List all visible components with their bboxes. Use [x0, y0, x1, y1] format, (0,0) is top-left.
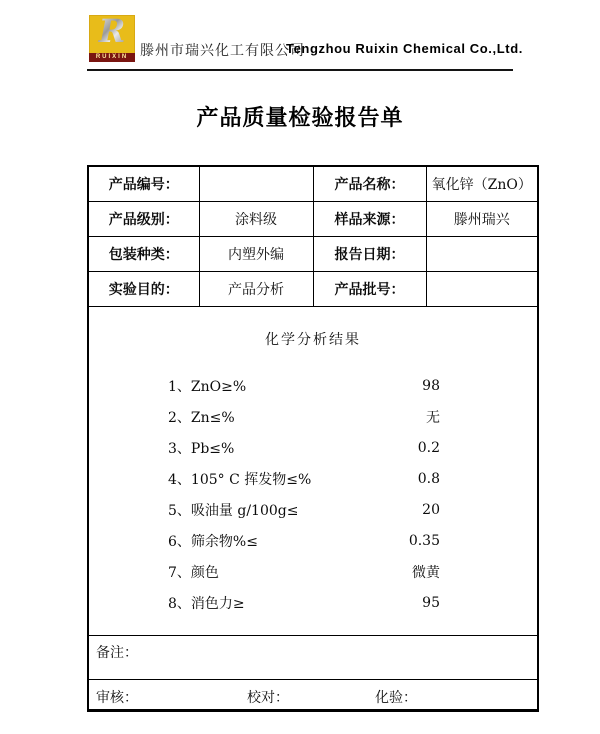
signature-row	[88, 679, 538, 710]
analysis-item-value: 95	[422, 595, 440, 611]
remark-row	[88, 635, 538, 679]
product-number-label: 产品编号：	[88, 166, 199, 201]
signature-cell	[88, 679, 538, 710]
analysis-item-value: 98	[422, 378, 440, 394]
tester-label: 化验：	[375, 689, 417, 706]
table-row	[88, 271, 538, 306]
analysis-item	[89, 588, 537, 619]
logo-r-letter: R	[89, 11, 135, 49]
analysis-section-title: 化学分析结果	[265, 331, 361, 348]
analysis-item	[89, 557, 537, 588]
sample-source-label: 样品来源：	[313, 201, 426, 236]
header-divider	[87, 69, 513, 71]
batch-number-value	[426, 271, 538, 306]
logo-ruixin-text: RUIXIN	[89, 53, 135, 62]
analysis-item-label: 7、颜色	[168, 565, 219, 581]
analysis-items	[89, 371, 537, 619]
analysis-item	[89, 402, 537, 433]
analysis-item-label: 8、消色力≥	[168, 596, 245, 612]
reviewer-label: 审核：	[96, 689, 138, 706]
table-row	[88, 201, 538, 236]
product-name-label: 产品名称：	[313, 166, 426, 201]
remark-label: 备注：	[96, 644, 138, 661]
analysis-item-value: 0.8	[417, 471, 440, 487]
analysis-item-label: 3、Pb≤%	[168, 441, 235, 457]
analysis-section	[88, 306, 538, 635]
table-row	[88, 166, 538, 201]
analysis-item	[89, 526, 537, 557]
analysis-item-label: 5、吸油量 g/100g≤	[168, 503, 299, 519]
test-purpose-value: 产品分析	[199, 271, 313, 306]
analysis-item	[89, 433, 537, 464]
package-type-value: 内塑外编	[199, 236, 313, 271]
batch-number-label: 产品批号：	[313, 271, 426, 306]
analysis-item-value: 微黄	[412, 565, 440, 581]
remark-cell	[88, 635, 538, 679]
analysis-item	[89, 371, 537, 402]
analysis-item-label: 4、105° C 挥发物≤%	[168, 472, 312, 488]
analysis-item-value: 0.2	[417, 440, 440, 456]
analysis-item	[89, 464, 537, 495]
analysis-item-value: 无	[426, 410, 440, 426]
company-name-english: Tengzhou Ruixin Chemical Co.,Ltd.	[286, 41, 523, 56]
report-date-value	[426, 236, 538, 271]
package-type-label: 包装种类：	[88, 236, 199, 271]
analysis-item-label: 2、Zn≤%	[168, 410, 235, 426]
analysis-item-value: 20	[422, 502, 440, 518]
analysis-item-label: 1、ZnO≥%	[168, 379, 247, 395]
analysis-row	[88, 306, 538, 635]
analysis-item	[89, 495, 537, 526]
report-date-label: 报告日期：	[313, 236, 426, 271]
proofread-label: 校对：	[247, 689, 289, 706]
analysis-item-label: 6、筛余物%≤	[168, 534, 258, 550]
page-title: 产品质量检验报告单	[196, 105, 404, 131]
company-name-chinese: 滕州市瑞兴化工有限公司	[140, 43, 305, 59]
analysis-item-value: 0.35	[408, 533, 440, 549]
product-number-value	[199, 166, 313, 201]
table-row	[88, 236, 538, 271]
company-logo	[89, 12, 135, 62]
product-grade-value: 涂料级	[199, 201, 313, 236]
product-name-value: 氧化锌（ZnO）	[426, 166, 538, 201]
test-purpose-label: 实验目的：	[88, 271, 199, 306]
sample-source-value: 滕州瑞兴	[426, 201, 538, 236]
report-table	[87, 165, 539, 712]
product-grade-label: 产品级别：	[88, 201, 199, 236]
